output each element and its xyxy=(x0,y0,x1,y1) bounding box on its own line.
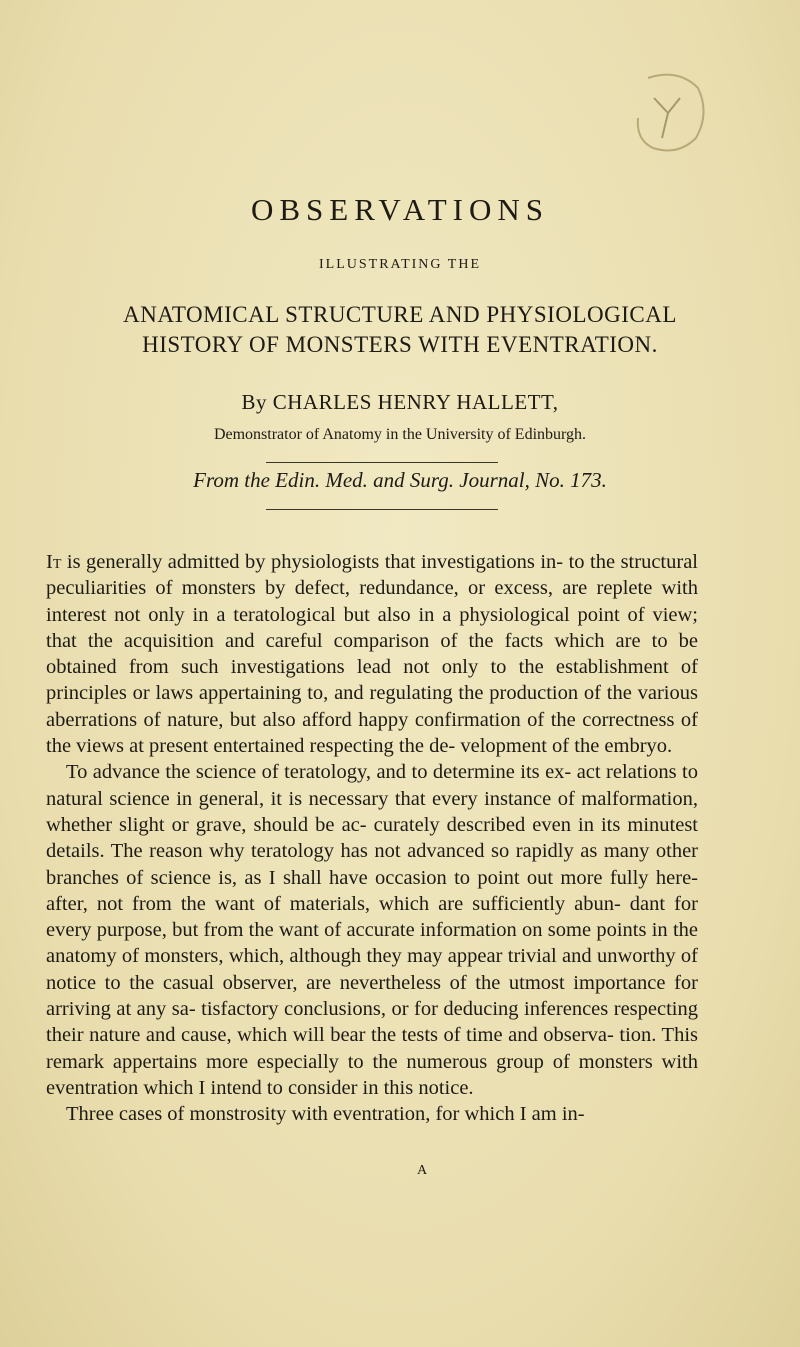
paragraph-1 xyxy=(46,549,698,759)
source-citation: From the Edin. Med. and Surg. Journal, No. 173. xyxy=(193,468,607,492)
page-title: OBSERVATIONS xyxy=(250,192,550,227)
divider-top xyxy=(266,462,498,463)
signature-mark: A xyxy=(417,1163,428,1178)
paragraph-3: Three cases of monstrosity with eventration, for which I am in- xyxy=(66,1103,585,1126)
author-byline: By CHARLES HENRY HALLETT, xyxy=(241,390,559,414)
library-stamp-icon xyxy=(618,68,708,158)
paragraph-1-lead: It xyxy=(46,551,62,573)
subtitle-line-2: HISTORY OF MONSTERS WITH EVENTRATION. xyxy=(142,332,658,357)
paragraph-1-text: is generally admitted by physiologists that investigations in- to the structural peculiarities of monsters by defect, redundance, or excess, are replete with interest not only in a teratological but also in a physiological point of view; that the acquisition and careful comparison of the facts which are to be obtained from such investigations lead not only to the establishment of principles or laws appertaining to, and regulating the production of the various aberrations of nature, but also afford happy confirmation of the correctness of the views at present entertained respecting the de- velopment of the embryo. xyxy=(46,551,698,758)
body-text xyxy=(46,549,698,1128)
subtitle-line-1: ANATOMICAL STRUCTURE AND PHYSIOLOGICAL xyxy=(123,302,677,327)
subtitle xyxy=(0,300,800,360)
author-affiliation: Demonstrator of Anatomy in the University of Edinburgh. xyxy=(213,426,587,443)
divider-bottom xyxy=(266,509,498,510)
paragraph-2: To advance the science of teratology, and to determine its ex- act relations to natural science in general, it is necessary that every instance of malformation, whether slight or grave, should be ac- curately described even in its minutest details. The reason why teratology has not advanced so rapidly as many other branches of science is, as I shall have occasion to point out more fully here- after, not from the want of materials, which are sufficiently abun- dant for every purpose, but from the want of accurate information on some points in the anatomy of monsters, which, although they may appear trivial and unworthy of notice to the casual observer, are nevertheless of the utmost importance for arriving at any sa- tisfactory conclusions, or for deducing inferences respecting their nature and cause, which will bear the tests of time and observa- tion. This remark appertains more especially to the numerous group of monsters with eventration which I intend to consider in this notice. xyxy=(46,761,698,1099)
illustrating-line: ILLUSTRATING THE xyxy=(318,257,481,272)
